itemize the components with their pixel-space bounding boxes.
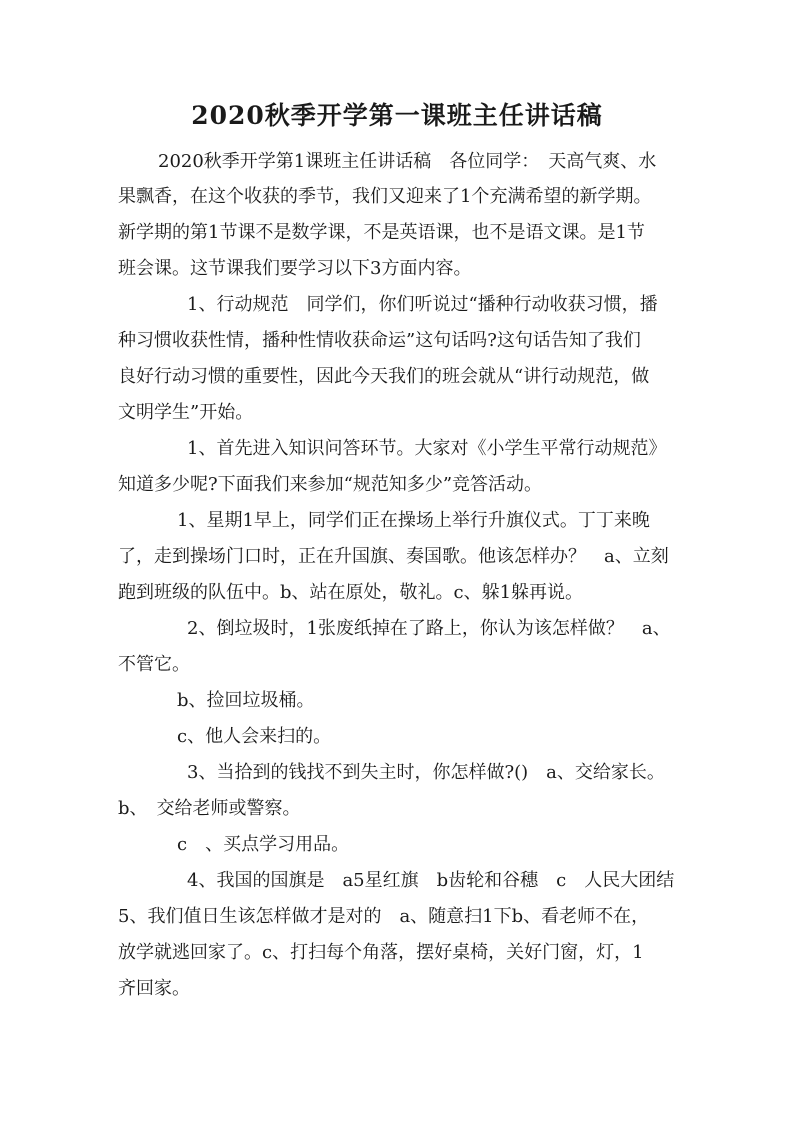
paragraph-line: 班会课。这节课我们要学习以下3方面内容。 <box>118 258 472 279</box>
paragraph-line: 不管它。 <box>118 654 190 675</box>
paragraph-line: b、 交给老师或警察。 <box>118 798 301 819</box>
paragraph-line: 4、我国的国旗是 a5星红旗 b齿轮和谷穗 c 人民大团结 <box>187 870 675 891</box>
paragraph-line: c 、买点学习用品。 <box>177 834 350 855</box>
paragraph-line: 了，走到操场门口时，正在升国旗、奏国歌。他该怎样办？ a、立刻 <box>118 546 669 567</box>
paragraph-line: 放学就逃回家了。c、打扫每个角落，摆好桌椅，关好门窗，灯，1 <box>118 942 644 963</box>
paragraph-line: 1、行动规范 同学们，你们听说过“播种行动收获习惯，播 <box>187 294 658 315</box>
paragraph-line: 种习惯收获性情，播种性情收获命运”这句话吗?这句话告知了我们 <box>118 330 641 351</box>
paragraph-line: 2020秋季开学第1课班主任讲话稿 各位同学： 天高气爽、水 <box>158 151 657 172</box>
paragraph-line: 1、星期1早上，同学们正在操场上举行升旗仪式。丁丁来晚 <box>177 510 650 531</box>
paragraph-line: 文明学生”开始。 <box>118 402 254 423</box>
paragraph-line: 5、我们值日生该怎样做才是对的 a、随意扫1下b、看老师不在， <box>118 906 650 927</box>
paragraph-line: 齐回家。 <box>118 978 190 999</box>
paragraph-line: 跑到班级的队伍中。b、站在原处，敬礼。c、躲1躲再说。 <box>118 582 584 603</box>
paragraph-line: b、捡回垃圾桶。 <box>177 690 315 711</box>
paragraph-line: 1、首先进入知识问答环节。大家对《小学生平常行动规范》 <box>187 438 667 459</box>
paragraph-line: 良好行动习惯的重要性，因此今天我们的班会就从“讲行动规范，做 <box>118 366 650 387</box>
paragraph-line: 2、倒垃圾时，1张废纸掉在了路上，你认为该怎样做？ a、 <box>187 618 671 639</box>
paragraph-line: 知道多少呢?下面我们来参加“规范知多少”竞答活动。 <box>118 474 543 495</box>
document-title: 2020秋季开学第一课班主任讲话稿 <box>191 101 603 130</box>
paragraph-line: 新学期的第1节课不是数学课，不是英语课，也不是语文课。是1节 <box>118 222 645 243</box>
paragraph-line: 3、当拾到的钱找不到失主时，你怎样做?() a、交给家长。 <box>187 762 665 783</box>
paragraph-line: c、他人会来扫的。 <box>177 726 332 747</box>
paragraph-line: 果飘香，在这个收获的季节，我们又迎来了1个充满希望的新学期。 <box>118 186 652 207</box>
